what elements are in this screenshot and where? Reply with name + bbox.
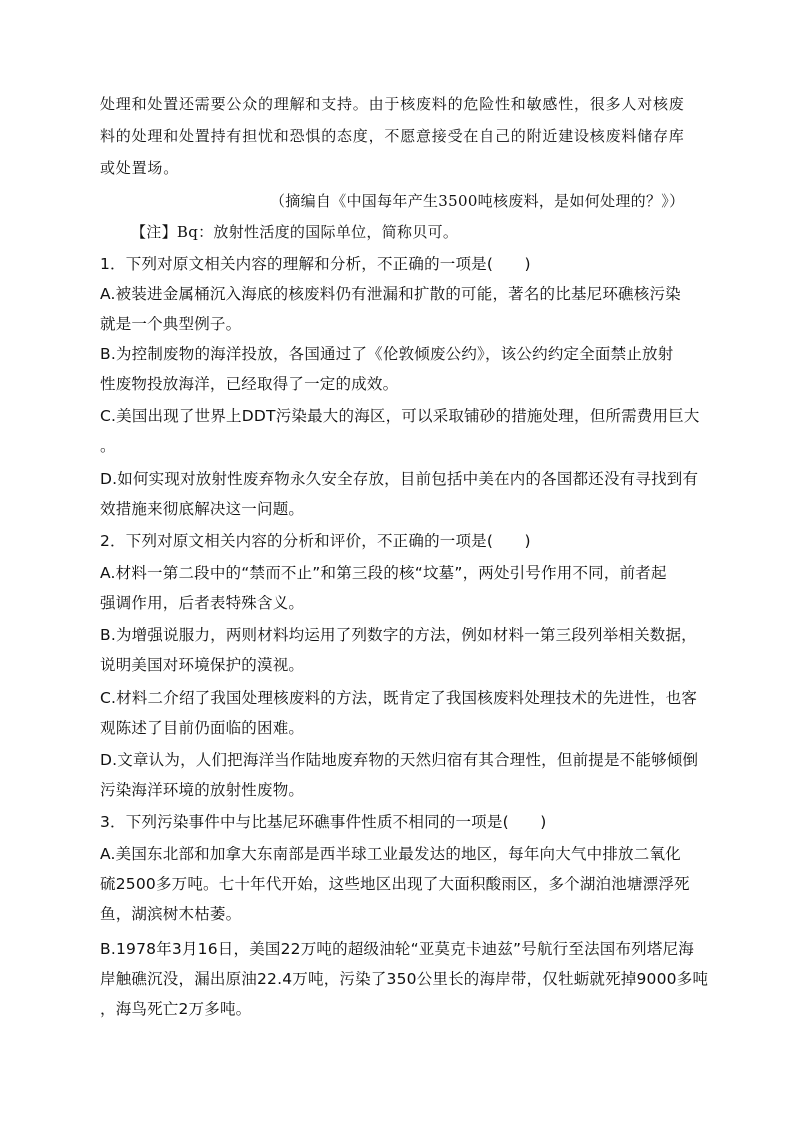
- text-line: 岸触礁沉没，漏出原油22.4万吨，污染了350公里长的海岸带，仅牡蛎就死掉9000多吨: [100, 970, 709, 988]
- question-2-option-b: [100, 620, 700, 680]
- question-1-option-b: [100, 339, 700, 399]
- question-3-stem: 3．下列污染事件中与比基尼环礁事件性质不相同的一项是( ): [100, 813, 547, 831]
- question-2-option-a: [100, 558, 700, 618]
- question-1-option-a: [100, 279, 700, 339]
- text-line: 硫2500多万吨。七十年代开始，这些地区出现了大面积酸雨区，多个湖泊池塘漂浮死: [100, 875, 690, 893]
- question-2-stem: 2．下列对原文相关内容的分析和评价，不正确的一项是( ): [100, 532, 531, 550]
- text-line: 。: [100, 437, 116, 455]
- text-line: 就是一个典型例子。: [100, 315, 242, 333]
- text-line: 料的处理和处置持有担忧和恐惧的态度，不愿意接受在自己的附近建设核废料储存库: [100, 127, 685, 145]
- text-line: A.美国东北部和加拿大东南部是西半球工业最发达的地区，每年向大气中排放二氧化: [100, 845, 681, 863]
- question-1-option-d: [100, 464, 700, 524]
- text-line: B.1978年3月16日，美国22万吨的超级油轮“亚莫克卡迪兹”号航行至法国布列塔尼海: [100, 940, 694, 958]
- text-line: 强调作用，后者表特殊含义。: [100, 594, 305, 612]
- text-line: 性废物投放海洋，已经取得了一定的成效。: [100, 375, 399, 393]
- source-citation: （摘编自《中国每年产生3500吨核废料，是如何处理的？》）: [270, 192, 685, 210]
- text-line: ，海鸟死亡2万多吨。: [100, 1000, 252, 1018]
- question-2-option-c: [100, 683, 700, 743]
- text-line: 观陈述了目前仍面临的困难。: [100, 719, 305, 737]
- text-line: 或处置场。: [100, 159, 180, 177]
- text-line: C.美国出现了世界上DDT污染最大的海区，可以采取铺砂的措施处理，但所需费用巨大: [100, 407, 700, 425]
- question-3-option-a: [100, 839, 700, 929]
- text-line: D.如何实现对放射性废弃物永久安全存放，目前包括中美在内的各国都还没有寻找到有: [100, 470, 699, 488]
- question-1-stem: 1．下列对原文相关内容的理解和分析，不正确的一项是( ): [100, 255, 531, 273]
- text-line: B.为控制废物的海洋投放，各国通过了《伦敦倾废公约》，该公约约定全面禁止放射: [100, 345, 674, 363]
- intro-paragraph: [100, 88, 700, 184]
- question-1-option-c: [100, 401, 700, 461]
- text-line: D.文章认为，人们把海洋当作陆地废弃物的天然归宿有其合理性，但前提是不能够倾倒: [100, 751, 699, 769]
- text-line: 鱼，湖滨树木枯萎。: [100, 905, 242, 923]
- text-line: 效措施来彻底解决这一问题。: [100, 500, 305, 518]
- text-line: A.材料一第二段中的“禁而不止”和第三段的核“坟墓”，两处引号作用不同，前者起: [100, 564, 667, 582]
- text-line: A.被装进金属桶沉入海底的核废料仍有泄漏和扩散的可能，著名的比基尼环礁核污染: [100, 285, 681, 303]
- question-3-option-b: [100, 934, 709, 1024]
- text-line: 处理和处置还需要公众的理解和支持。由于核废料的危险性和敏感性，很多人对核废: [100, 95, 685, 113]
- text-line: B.为增强说服力，两则材料均运用了列数字的方法，例如材料一第三段列举相关数据，: [100, 626, 697, 644]
- text-line: C.材料二介绍了我国处理核废料的方法，既肯定了我国核废料处理技术的先进性，也客: [100, 689, 698, 707]
- question-2-option-d: [100, 745, 700, 805]
- text-line: 说明美国对环境保护的漠视。: [100, 656, 305, 674]
- text-line: 污染海洋环境的放射性废物。: [100, 781, 305, 799]
- footnote: 【注】Bq：放射性活度的国际单位，简称贝可。: [131, 223, 459, 241]
